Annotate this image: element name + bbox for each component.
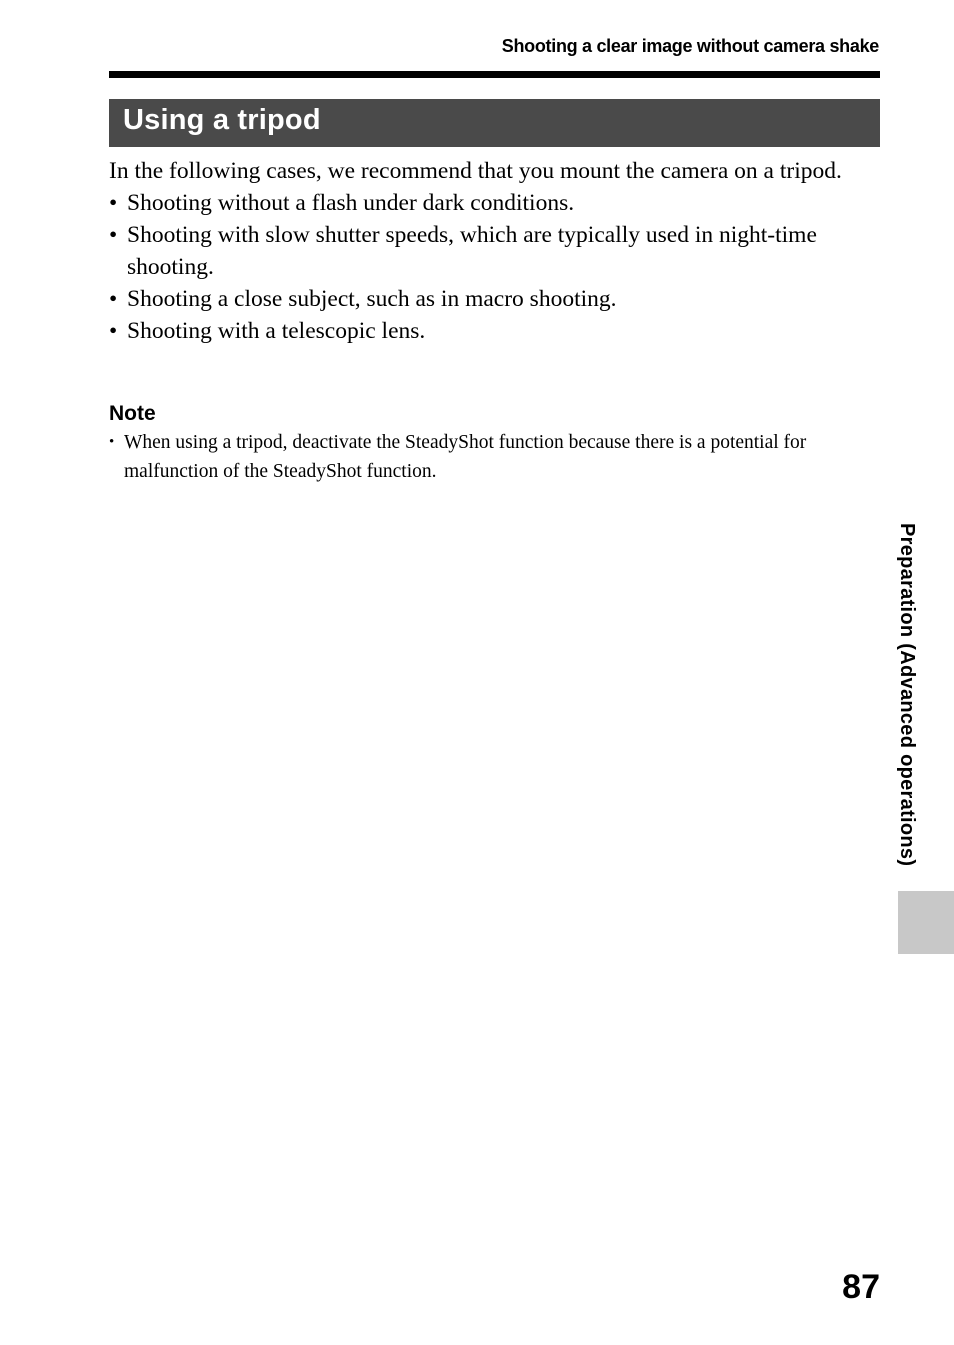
case-item: • Shooting with slow shutter speeds, which are typically used in night-time shooting. [109, 219, 880, 283]
case-item: • Shooting with a telescopic lens. [109, 315, 880, 347]
intro-paragraph: In the following cases, we recommend that you mount the camera on a tripod. [109, 158, 842, 184]
cases-list [109, 187, 880, 347]
side-tab-label: Preparation (Advanced operations) [896, 523, 918, 867]
page-number: 87 [842, 1268, 880, 1306]
section-title: Using a tripod [123, 104, 321, 136]
header-rule [109, 71, 880, 78]
note-item: • When using a tripod, deactivate the SteadyShot function because there is a potential for malfunction of the SteadyShot function. [109, 428, 880, 486]
note-heading: Note [109, 402, 156, 425]
side-tab-marker [898, 891, 954, 954]
case-item: • Shooting without a flash under dark conditions. [109, 187, 880, 219]
notes-list [109, 428, 880, 486]
case-item: • Shooting a close subject, such as in macro shooting. [109, 283, 880, 315]
section-title-bar [109, 99, 880, 147]
section-body [109, 155, 880, 347]
running-head: Shooting a clear image without camera shake [501, 36, 879, 56]
